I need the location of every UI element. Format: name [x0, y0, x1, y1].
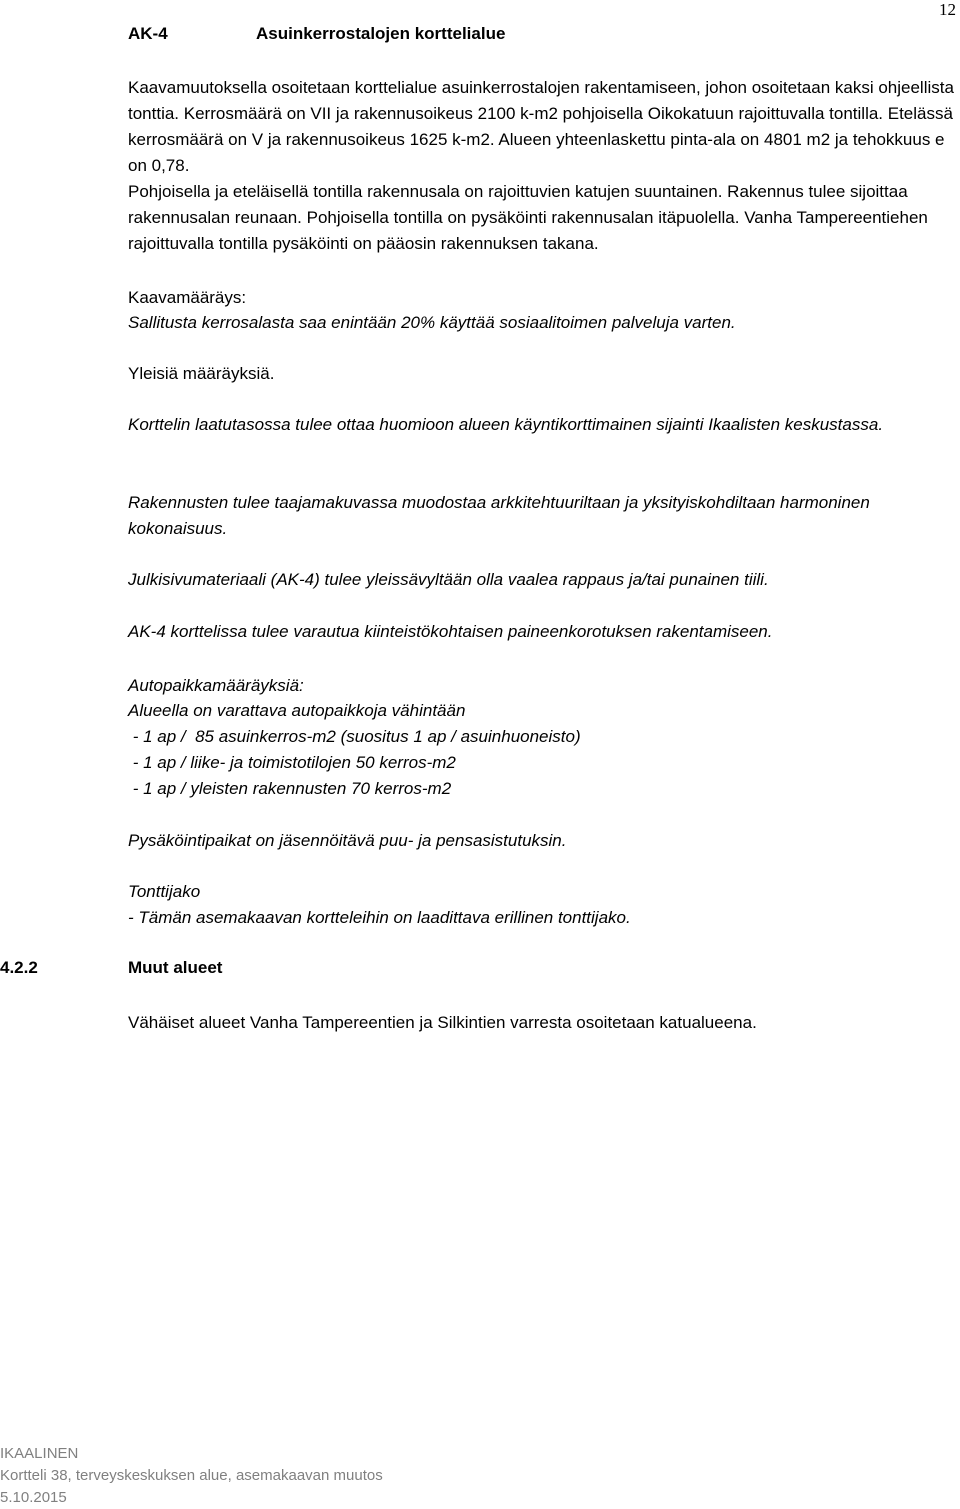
yleisia-item-2: Rakennusten tulee taajamakuvassa muodostaa arkkitehtuuriltaan ja yksityiskohdiltaan harmoninen kokonaisuus.: [128, 493, 870, 538]
autopaikka-lead: Alueella on varattava autopaikkoja vähintään: [128, 701, 466, 720]
kaavamaarays-label: Kaavamääräys:: [128, 288, 247, 307]
page-footer: [0, 1443, 383, 1509]
autopaikka-label: Autopaikkamääräyksiä:: [128, 676, 304, 695]
yleisia-item-3: Julkisivumateriaali (AK-4) tulee yleissävyltään olla vaalea rappaus ja/tai punainen tiili.: [128, 570, 769, 589]
yleisia-item-1: Korttelin laatutasossa tulee ottaa huomioon alueen käyntikorttimainen sijainti Ikaalisten keskustassa.: [128, 415, 884, 434]
tonttijako-label: Tonttijako: [128, 882, 201, 901]
footer-line-1: IKAALINEN: [0, 1445, 79, 1462]
autopaikka-line-1: - 1 ap / 85 asuinkerros-m2 (suositus 1 ap / asuinhuoneisto): [128, 727, 581, 746]
intro-text: [128, 75, 960, 257]
subsection-text: Vähäiset alueet Vanha Tampereentien ja Silkintien varresta osoitetaan katualueena.: [128, 1013, 757, 1032]
section-code: AK-4: [128, 24, 168, 43]
autopaikka-line-3: - 1 ap / yleisten rakennusten 70 kerros-m2: [128, 779, 452, 798]
kaavamaarays-text: Sallitusta kerrosalasta saa enintään 20% käyttää sosiaalitoimen palveluja varten.: [128, 313, 736, 332]
intro-paragraph-1: Kaavamuutoksella osoitetaan korttelialue asuinkerrostalojen rakentamiseen, johon osoitetaan kaksi ohjeellista tonttia. Kerrosmäärä on VII ja rakennusoikeus 2100 k-m2 pohjoisella Oikokatuun rajoittuvalla tontilla. Etelässä kerrosmäärä on V ja rakennusoikeus 1625 k-m2. Alueen yhteenlaskettu pinta-ala on 4801 m2 ja tehokkuus e on 0,78.: [128, 78, 954, 175]
section-title: Asuinkerrostalojen korttelialue: [256, 24, 506, 43]
intro-paragraph-2: Pohjoisella ja eteläisellä tontilla rakennusala on rajoittuvien katujen suuntainen. Rakennus tulee sijoittaa rakennusalan reunaan. Pohjoisella tontilla on pysäköinti rakennusalan itäpuolella. Vanha Tampereentiehen rajoittuvalla tontilla pysäköinti on pääosin rakennuksen takana.: [128, 182, 928, 253]
yleisia-label: Yleisiä määräyksiä.: [128, 364, 275, 383]
subsection-number: 4.2.2: [0, 958, 38, 977]
autopaikka-line-2: - 1 ap / liike- ja toimistotilojen 50 kerros-m2: [128, 753, 456, 772]
subsection-title: Muut alueet: [128, 958, 223, 977]
page-number: 12: [939, 0, 956, 19]
yleisia-item-4: AK-4 korttelissa tulee varautua kiinteistökohtaisen paineenkorotuksen rakentamiseen.: [128, 622, 773, 641]
footer-line-3: 5.10.2015: [0, 1489, 67, 1506]
autopaikka-note: Pysäköintipaikat on jäsennöitävä puu- ja pensasistutuksin.: [128, 831, 567, 850]
footer-line-2: Kortteli 38, terveyskeskuksen alue, asemakaavan muutos: [0, 1467, 383, 1484]
tonttijako-text: - Tämän asemakaavan kortteleihin on laadittava erillinen tonttijako.: [128, 908, 631, 927]
